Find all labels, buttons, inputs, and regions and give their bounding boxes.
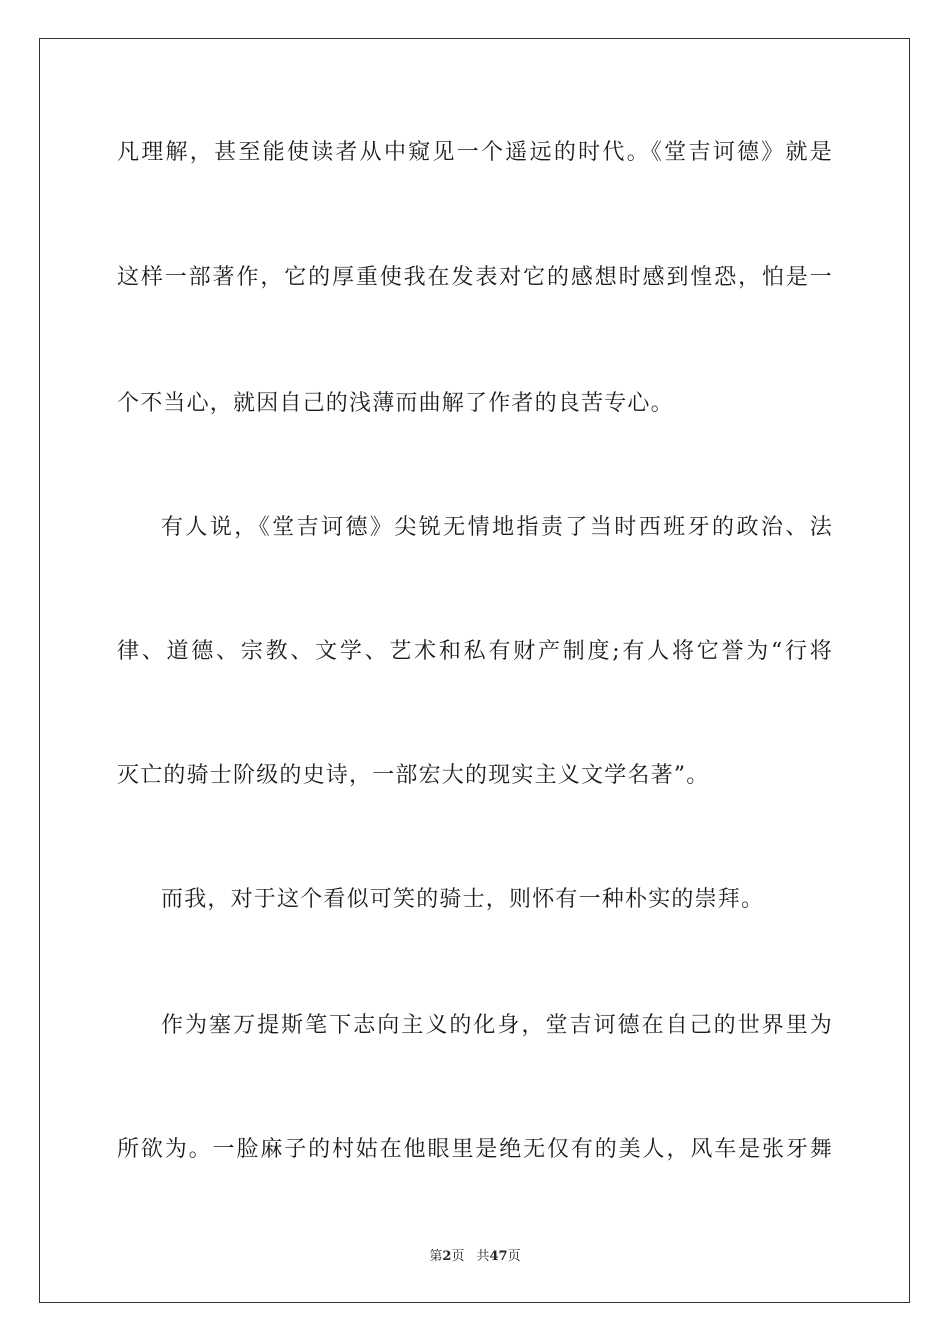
total-label-prefix: 共	[476, 1249, 490, 1264]
paragraph-first-line: 有人说，《堂吉诃德》尖锐无情地指责了当时西班牙的政治、法	[161, 515, 833, 540]
body-text-line: 这样一部著作，它的厚重使我在发表对它的感想时感到惶恐，怕是一	[117, 265, 833, 290]
page-footer	[0, 1248, 950, 1266]
paragraph-first-line: 而我，对于这个看似可笑的骑士，则怀有一种朴实的崇拜。	[161, 887, 765, 912]
total-pages: 47	[489, 1249, 508, 1264]
body-text-line: 律、道德、宗教、文学、艺术和私有财产制度;有人将它誉为“行将	[117, 639, 833, 664]
page-label-suffix: 页	[451, 1249, 465, 1264]
body-text-line: 个不当心，就因自己的浅薄而曲解了作者的良苦专心。	[117, 391, 674, 416]
total-label-suffix: 页	[507, 1249, 521, 1264]
paragraph-first-line: 作为塞万提斯笔下志向主义的化身，堂吉诃德在自己的世界里为	[161, 1013, 833, 1038]
page-number: 2	[442, 1249, 452, 1264]
body-text-line: 凡理解，甚至能使读者从中窥见一个遥远的时代。《堂吉诃德》就是	[117, 140, 833, 165]
page-label-prefix: 第	[429, 1249, 443, 1264]
body-text-line: 灭亡的骑士阶级的史诗，一部宏大的现实主义文学名著”。	[117, 763, 710, 788]
page-border	[39, 38, 910, 1303]
body-text-line: 所欲为。一脸麻子的村姑在他眼里是绝无仅有的美人，风车是张牙舞	[117, 1137, 833, 1162]
